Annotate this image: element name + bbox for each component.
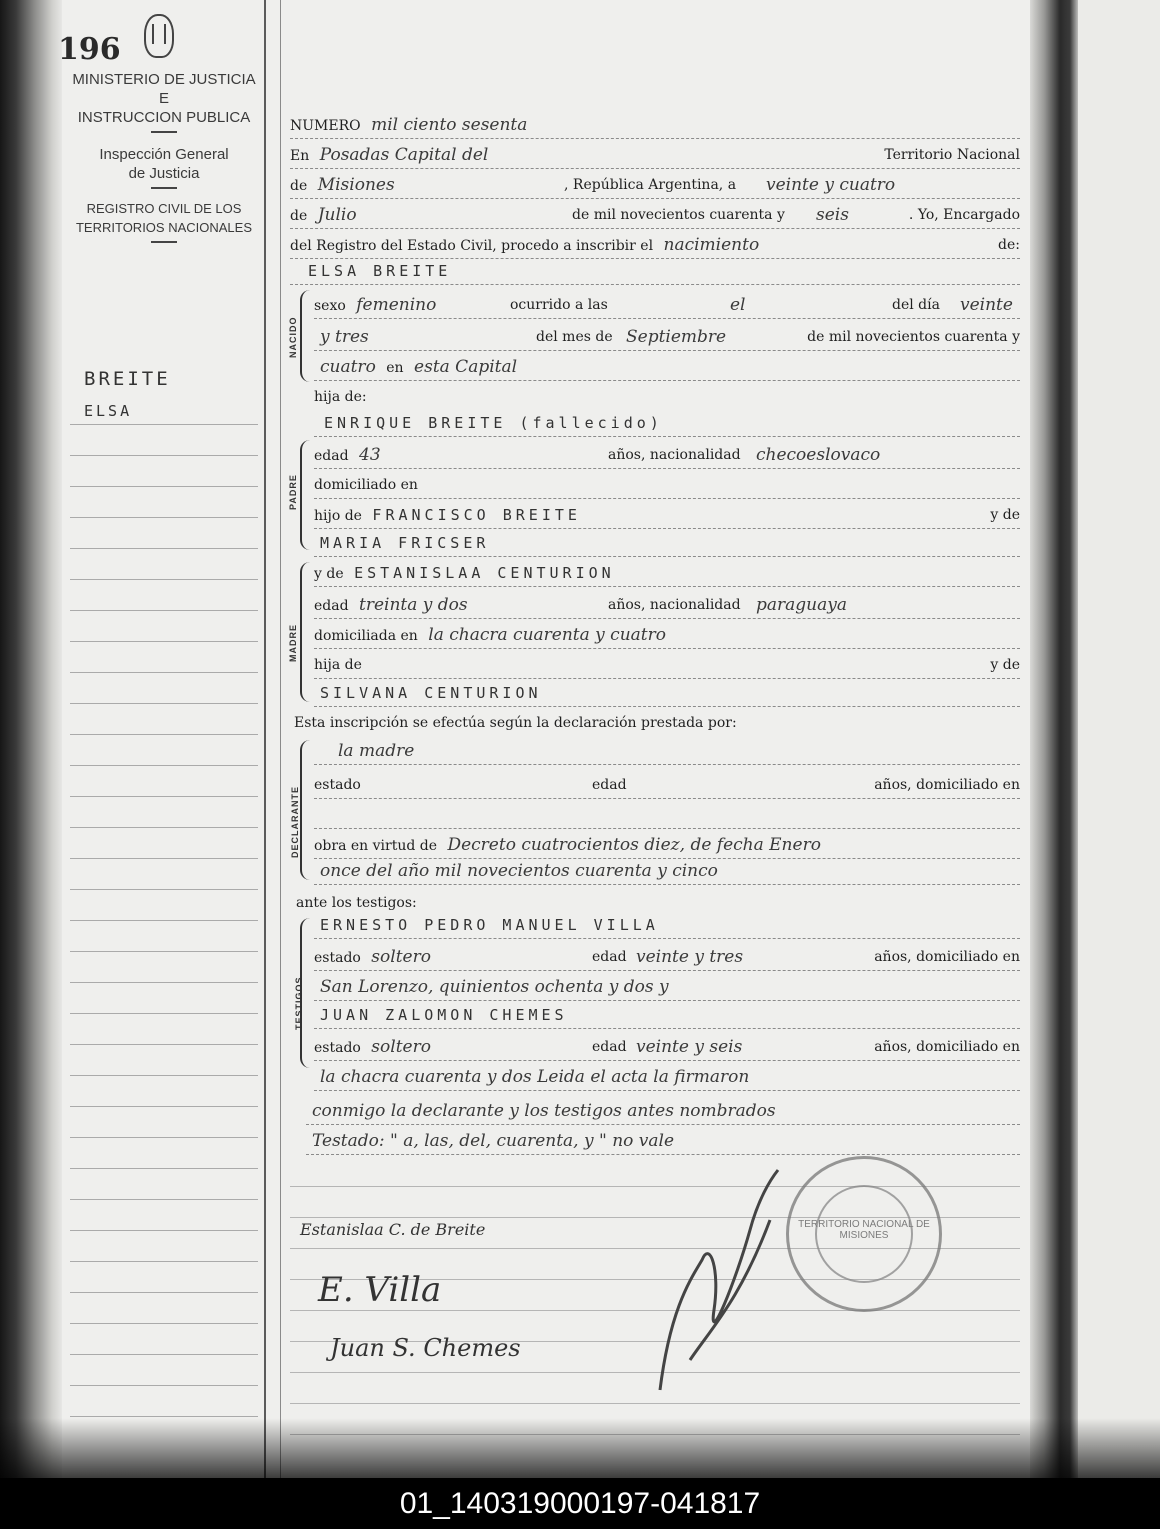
padre-nombre-value: ENRIQUE BREITE (fallecido) (324, 414, 663, 432)
testigo1-nombre-value: ERNESTO PEDRO MANUEL VILLA (320, 916, 659, 934)
registro-label: del Registro del Estado Civil, procedo a inscribir el (290, 238, 654, 254)
testigos-intro: ante los testigos: (296, 895, 417, 911)
margin-rule (70, 548, 258, 549)
madre-edad-line (314, 592, 1020, 619)
estado-label: estado (314, 777, 361, 793)
madre-nacionalidad-value: paraguaya (756, 595, 847, 615)
margin-rule (70, 765, 258, 766)
declarante-blank-line (314, 802, 1020, 829)
margin-rule (70, 827, 258, 828)
registro-line (290, 232, 1020, 259)
inspection-line: de Justicia (128, 165, 200, 182)
anios-label: años, domiciliado en (874, 949, 1020, 965)
testigo1-domicilio-line (314, 974, 1020, 1001)
obra-label: obra en virtud de (314, 838, 438, 854)
padre-edad-value: 43 (359, 445, 381, 465)
hija-label: hija de (314, 657, 362, 673)
sexo-value: femenino (356, 295, 437, 315)
madre-edad-value: treinta y dos (359, 595, 468, 615)
column-divider (264, 0, 266, 1478)
margin-rule (70, 424, 258, 425)
mes-line (314, 324, 1020, 351)
dia-value: veinte (960, 295, 1013, 315)
numero-line (290, 112, 1020, 139)
edad-label: edad (592, 777, 627, 793)
declarante-brace (300, 740, 310, 880)
hija-line (314, 384, 1020, 410)
firma-encargado-icon (650, 1160, 790, 1400)
margin-rule (70, 1354, 258, 1355)
dia-value-cont: y tres (320, 327, 369, 347)
margin-rule (70, 1323, 258, 1324)
margin-rule (70, 579, 258, 580)
margin-rule (70, 858, 258, 859)
lugar-value: esta Capital (414, 357, 518, 377)
acta-value: nacimiento (663, 235, 760, 255)
declarante-nombre-value: la madre (338, 741, 415, 761)
declaracion-text: Esta inscripción se efectúa según la declaración prestada por: (294, 715, 737, 731)
ministry-line: INSTRUCCION PUBLICA (77, 109, 251, 126)
margin-rule (70, 1044, 258, 1045)
edad-label: edad (314, 598, 349, 614)
madre-nombre-line (314, 560, 1020, 587)
margin-rule (70, 1385, 258, 1386)
territorio-label: Territorio Nacional (884, 147, 1020, 163)
estado-label: estado (314, 950, 361, 966)
declaracion-line (294, 710, 1024, 736)
margin-rule (70, 610, 258, 611)
testigo1-domicilio-value: San Lorenzo, quinientos ochenta y dos y (320, 977, 669, 997)
margin-rule (70, 455, 258, 456)
declarante-section-label: DECLARANTE (290, 786, 300, 858)
nombre-line (290, 258, 1020, 285)
testigos-section-label: TESTIGOS (294, 976, 304, 1030)
ministry-header (64, 70, 264, 247)
scan-shadow (0, 1418, 1160, 1478)
margin-rule (70, 951, 258, 952)
mes-value: Septiembre (626, 327, 727, 347)
de-label: de (290, 208, 308, 224)
madre-brace (300, 562, 310, 702)
folio-number: 196 (58, 32, 121, 67)
anios-label: años, nacionalidad (608, 447, 741, 463)
edad-label: edad (592, 1039, 627, 1055)
mil-label: de mil novecientos cuarenta y (572, 207, 785, 223)
testigo2-nombre-line (314, 1002, 1020, 1029)
yo-label: . Yo, Encargado (908, 207, 1020, 223)
official-stamp (786, 1156, 942, 1312)
nacido-section-label: NACIDO (288, 316, 298, 358)
obra-value-cont: once del año mil novecientos cuarenta y cinco (320, 861, 718, 881)
margin-rule (70, 1292, 258, 1293)
numero-value: mil ciento sesenta (371, 115, 528, 135)
obra-line-cont (314, 858, 1020, 885)
dia-label: del día (892, 297, 940, 313)
margin-rule (70, 1137, 258, 1138)
margin-rule (70, 641, 258, 642)
madre-domicilio-line (314, 622, 1020, 649)
de-label: de: (998, 237, 1020, 253)
madre-madre-line (314, 680, 1020, 707)
margin-rule (70, 796, 258, 797)
en-value: Posadas Capital del (319, 145, 489, 165)
de-label: de (290, 178, 308, 194)
firma-testigo1: E. Villa (318, 1270, 442, 1310)
margin-rule (70, 920, 258, 921)
domicilio-label: domiciliado en (314, 477, 418, 493)
margin-rule (70, 1199, 258, 1200)
anios-label: años, nacionalidad (608, 597, 741, 613)
book-edge (0, 0, 62, 1478)
republica-label: , República Argentina, a (564, 177, 737, 193)
ministry-line: E (158, 90, 169, 107)
padre-section-label: PADRE (288, 474, 298, 510)
mes-label: del mes de (536, 329, 613, 345)
divider (151, 131, 177, 133)
firma-testigo2: Juan S. Chemes (330, 1334, 521, 1362)
margin-surname: BREITE (84, 368, 171, 390)
testigo2-domicilio-value: la chacra cuarenta y dos Leida el acta la firmaron (320, 1067, 750, 1087)
image-identifier: 01_140319000197-041817 (0, 1478, 1160, 1529)
obra-value: Decreto cuatrocientos diez, de fecha Enero (447, 835, 821, 855)
hora-value: el (730, 295, 746, 315)
padre-brace (300, 440, 310, 550)
testigo1-estado-line (314, 944, 1020, 971)
testigo2-domicilio-line (314, 1064, 1020, 1091)
ocurrido-label: ocurrido a las (510, 297, 608, 313)
territorio-line (290, 172, 1020, 199)
y-de-label: y de (990, 657, 1020, 673)
margin-rule (70, 672, 258, 673)
anio-value: seis (816, 205, 849, 225)
padre-madre-line (314, 530, 1020, 557)
margin-rule (70, 703, 258, 704)
margin-rule (70, 1168, 258, 1169)
testado-value: Testado: " a, las, del, cuarenta, y " no vale (312, 1131, 675, 1151)
y-de-label: y de (990, 507, 1020, 523)
numero-label: NUMERO (290, 118, 361, 134)
mes-line (290, 202, 1020, 229)
testado-line (306, 1128, 1020, 1155)
margin-rule (70, 1416, 258, 1417)
testigo1-edad-value: veinte y tres (636, 947, 744, 967)
mes-value: Julio (317, 205, 357, 225)
sexo-line (314, 292, 1020, 319)
testigo2-edad-value: veinte y seis (636, 1037, 743, 1057)
padre-edad-line (314, 442, 1020, 469)
dia-value: veinte y cuatro (766, 175, 896, 195)
mil-label: de mil novecientos cuarenta y (807, 329, 1020, 345)
testigo2-estado-line (314, 1034, 1020, 1061)
inspection-line: Inspección General (99, 146, 229, 163)
padre-hijo-line (314, 502, 1020, 529)
registry-line: TERRITORIOS NACIONALES (75, 220, 252, 235)
cierre-line (306, 1098, 1020, 1125)
en-line (290, 142, 1020, 169)
form-rule (290, 1403, 1020, 1404)
divider (151, 241, 177, 243)
ministry-line: MINISTERIO DE JUSTICIA (72, 71, 256, 88)
registry-line: REGISTRO CIVIL DE LOS (86, 201, 242, 216)
padre-nombre-line (314, 410, 1020, 437)
margin-rule (70, 486, 258, 487)
margin-rule (70, 1075, 258, 1076)
madre-section-label: MADRE (288, 624, 298, 662)
abuelo-value: FRANCISCO BREITE (372, 506, 581, 524)
madre-domicilio-value: la chacra cuarenta y cuatro (428, 625, 666, 645)
madre-nombre-value: ESTANISLAA CENTURION (354, 564, 615, 582)
obra-line (314, 832, 1020, 859)
margin-rule (70, 734, 258, 735)
padre-nacionalidad-value: checoeslovaco (756, 445, 881, 465)
domicilio-label: domiciliada en (314, 628, 418, 644)
testigo2-estado-value: soltero (371, 1037, 431, 1057)
lugar-line (314, 354, 1020, 381)
abuela-materna-value: SILVANA CENTURION (320, 684, 542, 702)
madre-hija-line (314, 652, 1020, 679)
margin-rule (70, 982, 258, 983)
testigo1-nombre-line (314, 912, 1020, 939)
divider (151, 187, 177, 189)
margin-rule (70, 1261, 258, 1262)
hija-label: hija de: (314, 389, 367, 405)
y-de-label: y de (314, 566, 344, 582)
nacido-brace (300, 290, 310, 382)
next-page (1078, 0, 1160, 1478)
margin-rule (70, 517, 258, 518)
edad-label: edad (592, 949, 627, 965)
stamp-text: TERRITORIO NACIONAL DE MISIONES (798, 1219, 930, 1241)
testigo2-nombre-value: JUAN ZALOMON CHEMES (320, 1006, 568, 1024)
estado-label: estado (314, 1040, 361, 1056)
en-label: En (290, 148, 310, 164)
coat-of-arms-icon (144, 14, 174, 58)
column-divider (280, 0, 281, 1478)
margin-rule (70, 889, 258, 890)
testigo1-estado-value: soltero (371, 947, 431, 967)
margin-given-name: ELSA (84, 402, 133, 420)
padre-domicilio-line (314, 472, 1020, 499)
hijo-label: hijo de (314, 508, 362, 524)
sexo-label: sexo (314, 298, 346, 314)
edad-label: edad (314, 448, 349, 464)
anios-label: años, domiciliado en (874, 777, 1020, 793)
declarante-estado-line (314, 772, 1020, 799)
lugar-label: en (386, 360, 404, 376)
margin-rule (70, 1106, 258, 1107)
margin-rule (70, 1013, 258, 1014)
firma-declarante: Estanislaa C. de Breite (300, 1220, 486, 1239)
declarante-nombre-line (314, 738, 1020, 765)
margin-rule (70, 1230, 258, 1231)
nombre-value: ELSA BREITE (308, 262, 452, 280)
abuela-value: MARIA FRICSER (320, 534, 490, 552)
book-fold (1030, 0, 1078, 1478)
territorio-value: Misiones (317, 175, 395, 195)
anios-label: años, domiciliado en (874, 1039, 1020, 1055)
anio-value: cuatro (320, 357, 376, 377)
cierre-value: conmigo la declarante y los testigos antes nombrados (312, 1101, 776, 1121)
